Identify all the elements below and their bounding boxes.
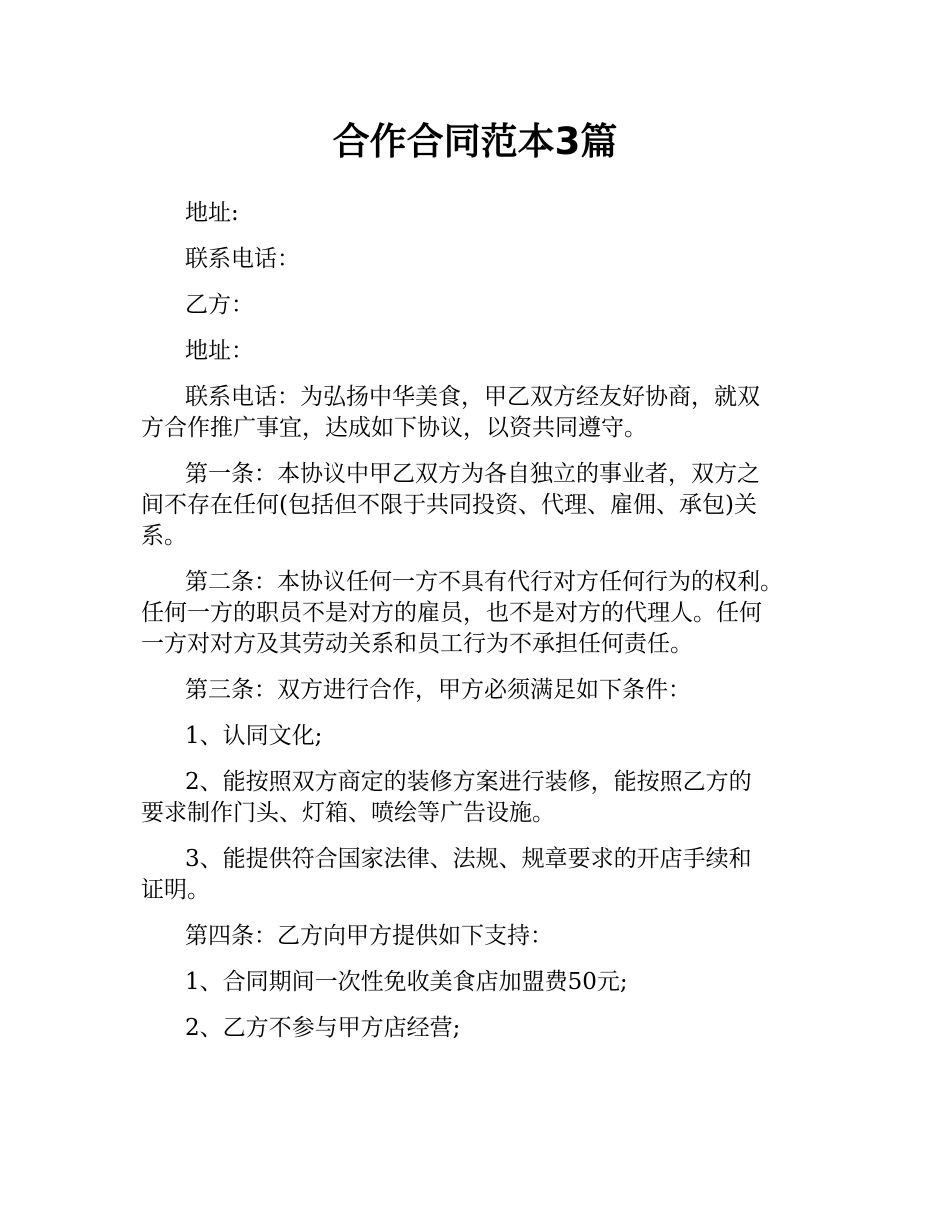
paragraph-address-2: 地址： <box>185 338 254 364</box>
paragraph-article-4-item-2: 2、乙方不参与甲方店经营; <box>185 1015 461 1041</box>
paragraph-article-2: 第二条：本协议任何一方不具有代行对方任何行为的权利。 任何一方的职员不是对方的雇员，也不是对方的代理人。任何 一方对对方及其劳动关系和员工行为不承担任何责任。 <box>141 569 783 657</box>
document-body <box>141 198 811 1059</box>
paragraph-article-3: 第三条：双方进行合作，甲方必须满足如下条件： <box>185 677 691 703</box>
paragraph-party-b: 乙方： <box>185 292 254 318</box>
paragraph-article-3-item-1: 1、认同文化; <box>185 723 323 749</box>
paragraph-article-4: 第四条：乙方向甲方提供如下支持： <box>185 923 553 949</box>
paragraph-article-3-item-2: 2、能按照双方商定的装修方案进行装修，能按照乙方的 要求制作门头、灯箱、喷绘等广告设施。 <box>141 769 752 826</box>
paragraph-address-1: 地址: <box>185 200 239 226</box>
paragraph-phone-2-preamble: 联系电话：为弘扬中华美食，甲乙双方经友好协商，就双 方合作推广事宜，达成如下协议，以资共同遵守。 <box>141 384 760 441</box>
paragraph-article-3-item-3: 3、能提供符合国家法律、法规、规章要求的开店手续和 证明。 <box>141 846 752 903</box>
paragraph-article-1: 第一条：本协议中甲乙双方为各自独立的事业者，双方之 间不存在任何(包括但不限于共同投资、代理、雇佣、承包)关 系。 <box>141 461 760 549</box>
document-title: 合作合同范本3篇 <box>332 120 618 163</box>
paragraph-article-4-item-1: 1、合同期间一次性免收美食店加盟费50元; <box>185 969 628 995</box>
paragraph-phone-1: 联系电话： <box>185 246 300 272</box>
